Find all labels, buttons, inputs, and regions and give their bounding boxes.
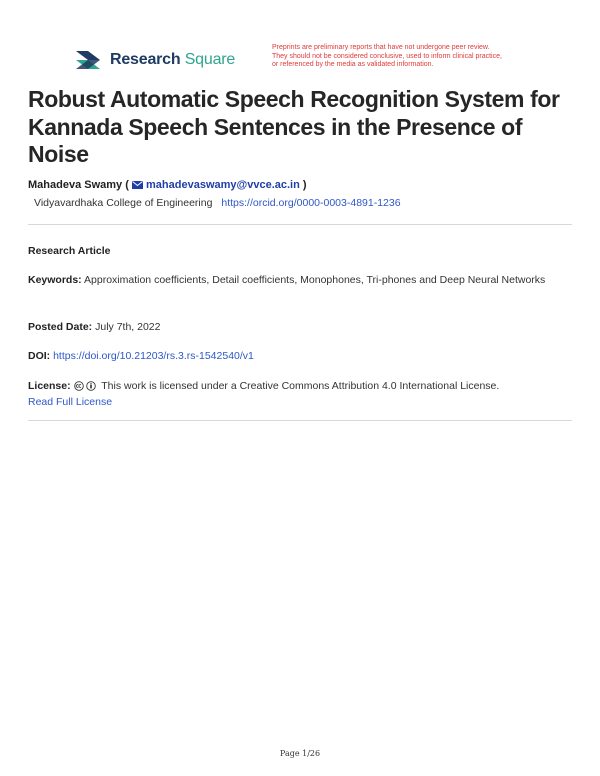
logo-brand-text: Research <box>110 51 181 68</box>
article-type: Research Article <box>28 245 111 257</box>
license-label: License: <box>28 380 71 392</box>
posted-date-block <box>28 319 572 335</box>
research-square-logo-icon <box>74 48 102 72</box>
orcid-link[interactable]: https://orcid.org/0000-0003-4891-1236 <box>221 197 401 209</box>
keywords-label: Keywords: <box>28 274 82 286</box>
divider <box>28 224 572 225</box>
email-icon <box>132 181 143 189</box>
read-full-license-link[interactable]: Read Full License <box>28 396 113 408</box>
notice-line: Preprints are preliminary reports that have not undergone peer review. <box>272 44 490 51</box>
author-email-link[interactable]: mahadevaswamy@vvce.ac.in <box>146 179 300 191</box>
creative-commons-icon <box>74 381 84 391</box>
affiliation: Vidyavardhaka College of Engineering <box>34 197 213 209</box>
affiliation-line <box>34 197 401 209</box>
license-block <box>28 378 572 410</box>
preprint-notice <box>272 44 562 70</box>
doi-link[interactable]: https://doi.org/10.21203/rs.3.rs-1542540/v1 <box>53 350 254 362</box>
doi-block <box>28 348 572 364</box>
doi-label: DOI: <box>28 350 51 362</box>
keywords-text: Approximation coefficients, Detail coefficients, Monophones, Tri-phones and Deep Neural Networks <box>84 274 546 286</box>
keywords-block <box>28 272 572 288</box>
notice-line: or referenced by the media as validated information. <box>272 61 434 68</box>
divider <box>28 420 572 421</box>
header <box>74 44 554 80</box>
page-number: Page 1/26 <box>279 749 321 758</box>
logo-accent-text: Square <box>184 51 236 68</box>
author-paren-close: ) <box>302 179 307 191</box>
attribution-icon <box>86 381 96 391</box>
notice-line: They should not be considered conclusive, used to inform clinical practice, <box>272 52 502 60</box>
posted-date: July 7th, 2022 <box>95 321 161 333</box>
research-square-logo[interactable] <box>74 48 235 72</box>
author-line <box>28 179 307 191</box>
posted-date-label: Posted Date: <box>28 321 93 333</box>
license-text: This work is licensed under a Creative Commons Attribution 4.0 International License. <box>101 380 500 392</box>
author-name: Mahadeva Swamy <box>28 179 123 191</box>
cc-icons <box>74 381 96 391</box>
logo-wordmark <box>110 51 235 69</box>
author-paren-open: ( <box>125 179 129 191</box>
paper-title: Robust Automatic Speech Recognition System for Kannada Speech Sentences in the Presence of Noise <box>28 86 560 167</box>
